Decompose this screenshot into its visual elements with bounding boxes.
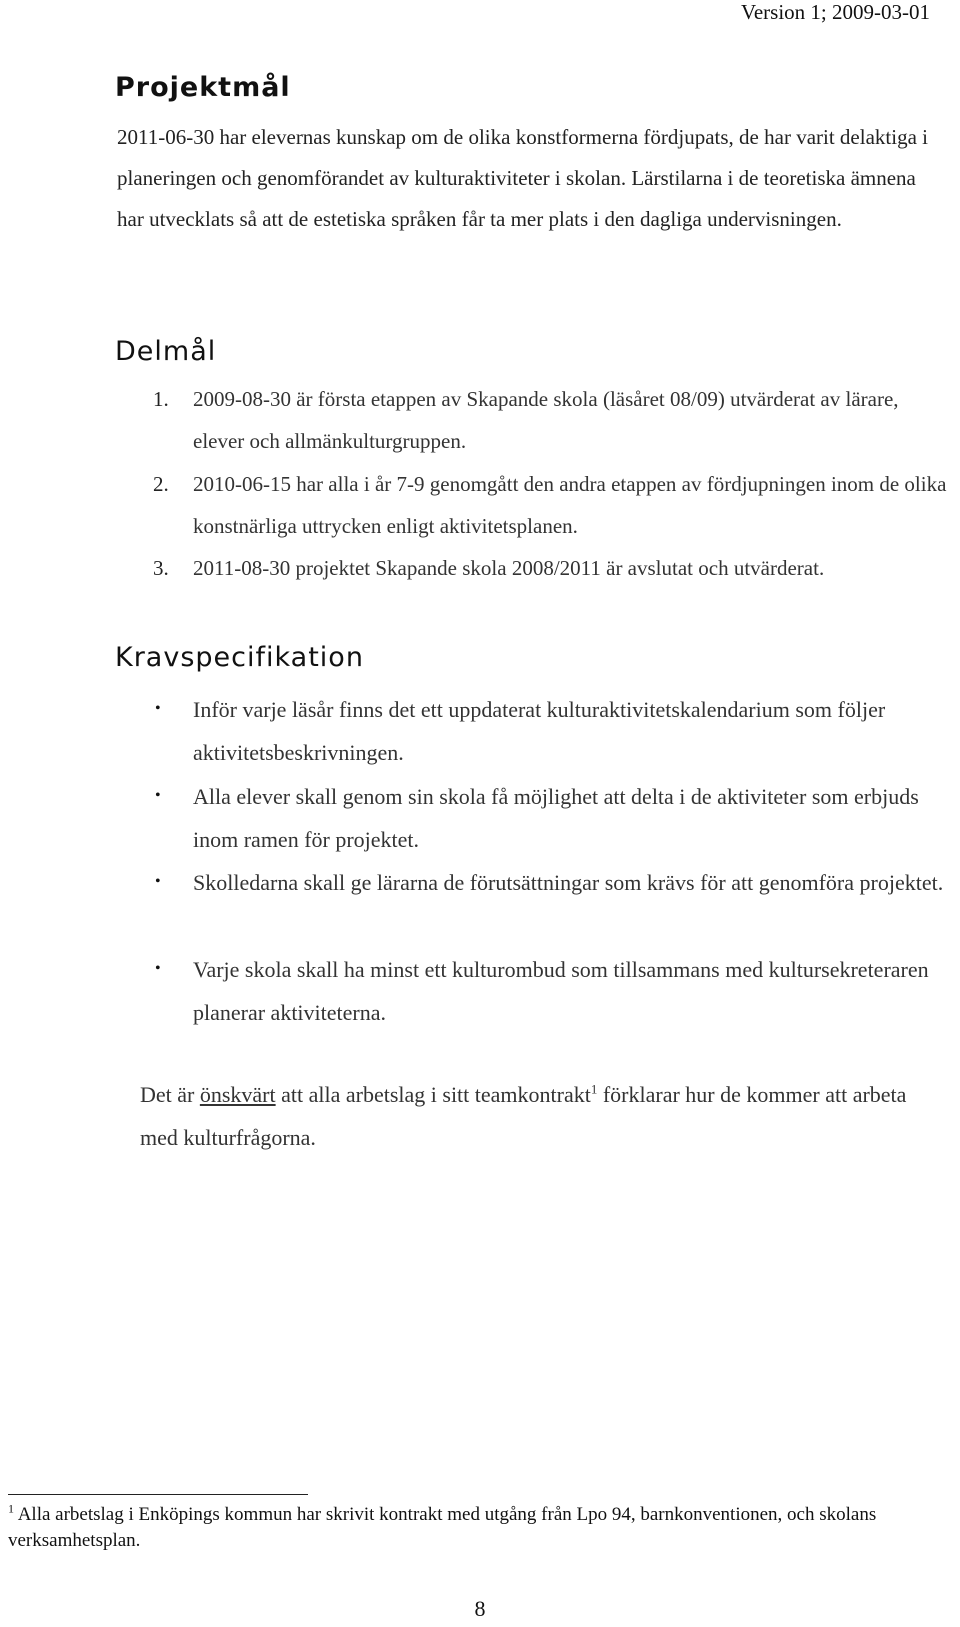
footnote-reference[interactable]: 1 <box>590 1081 598 1097</box>
bullet-icon: • <box>155 700 161 717</box>
krav-item: Alla elever skall genom sin skola få möjlighet att delta i de aktiviteter som erbjuds inom ramen för projektet. <box>193 784 919 852</box>
delmal-number: 2. <box>153 472 169 496</box>
krav-item: Varje skola skall ha minst ett kulturombud som tillsammans med kultursekreteraren planerar aktiviteterna. <box>193 957 929 1025</box>
bullet-icon: • <box>155 873 161 890</box>
footnote-marker: 1 <box>8 1501 14 1516</box>
closing-text: förklarar hur de kommer att arbeta med kulturfrågorna. <box>140 1082 907 1150</box>
bullet-icon: • <box>155 787 161 804</box>
footnote-divider <box>8 1494 308 1495</box>
heading-kravspecifikation: Kravspecifikation <box>115 642 364 673</box>
footnote-text: Alla arbetslag i Enköpings kommun har skrivit kontrakt med utgång från Lpo 94, barnkonventionen, och skolans verksamhetsplan. <box>8 1504 877 1551</box>
krav-item: Inför varje läsår finns det ett uppdaterat kulturaktivitetskalendarium som följer aktivitetsbeskrivningen. <box>193 697 886 765</box>
delmal-number: 3. <box>153 556 169 580</box>
delmal-number: 1. <box>153 387 169 411</box>
closing-text: att alla arbetslag i sitt teamkontrakt <box>275 1082 591 1107</box>
closing-underlined-word: önskvärt <box>199 1082 276 1107</box>
closing-paragraph <box>140 1073 940 1159</box>
heading-projektmal: Projektmål <box>115 72 291 103</box>
heading-delmal: Delmål <box>115 336 217 367</box>
document-version: Version 1; 2009-03-01 <box>741 0 930 24</box>
footnote <box>8 1502 948 1554</box>
delmal-item: 2010-06-15 har alla i år 7-9 genomgått den andra etappen av fördjupningen inom de olika konstnärliga uttrycken enligt aktivitetsplanen. <box>193 472 947 538</box>
projektmal-text: 2011-06-30 har elevernas kunskap om de olika konstformerna fördjupats, de har varit delaktiga i planeringen och genomförandet av kulturaktiviteter i skolan. Lärstilarna i de teoretiska ämnena har utvecklats så att de estetiska språken får ta mer plats i den dagliga undervisningen. <box>117 125 928 231</box>
delmal-item: 2009-08-30 är första etappen av Skapande skola (läsåret 08/09) utvärderat av lärare, elever och allmänkulturgruppen. <box>193 387 899 453</box>
page-number: 8 <box>474 1596 486 1621</box>
closing-text: Det är <box>140 1082 200 1107</box>
krav-item: Skolledarna skall ge lärarna de förutsättningar som krävs för att genomföra projektet. <box>193 870 944 895</box>
bullet-icon: • <box>155 960 161 977</box>
delmal-item: 2011-08-30 projektet Skapande skola 2008/2011 är avslutat och utvärderat. <box>193 556 825 580</box>
